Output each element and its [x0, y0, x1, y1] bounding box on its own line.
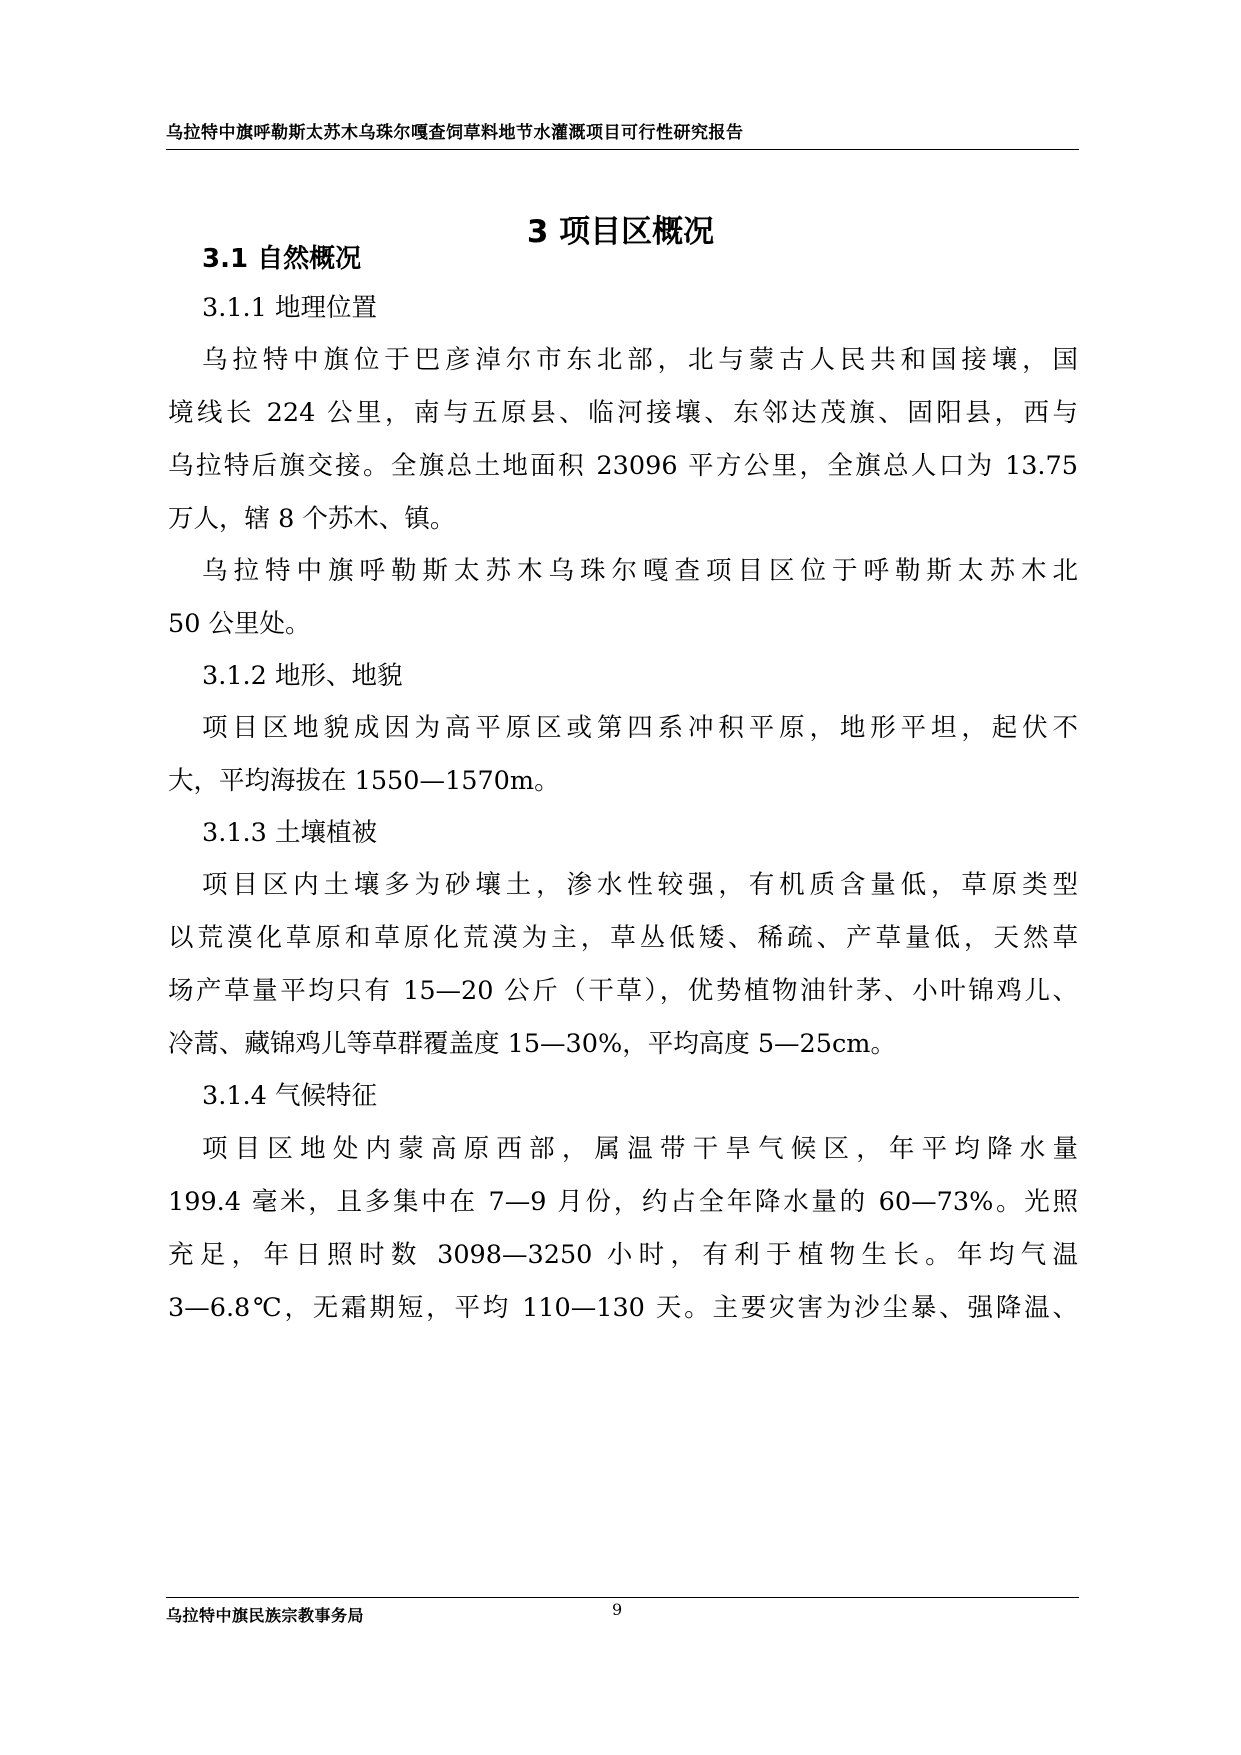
- paragraph-line: 以荒漠化草原和草原化荒漠为主，草丛低矮、稀疏、产草量低，天然草: [168, 923, 1078, 953]
- paragraph-line: 项目区地貌成因为高平原区或第四系冲积平原，地形平坦，起伏不: [202, 713, 1078, 743]
- footer-organization: 乌拉特中旗民族宗教事务局: [166, 1606, 365, 1625]
- footer-divider: [166, 1597, 1079, 1598]
- paragraph-line: 境线长 224 公里，南与五原县、临河接壤、东邻达茂旗、固阳县，西与: [168, 398, 1078, 428]
- subsection-heading-3-1-4: 3.1.4 气候特征: [202, 1081, 377, 1111]
- paragraph-line: 3—6.8℃，无霜期短，平均 110—130 天。主要灾害为沙尘暴、强降温、: [168, 1293, 1078, 1323]
- subsection-heading-3-1-3: 3.1.3 土壤植被: [202, 818, 377, 848]
- paragraph-line: 万人，辖 8 个苏木、镇。: [168, 504, 456, 534]
- paragraph-line: 项目区内土壤多为砂壤土，渗水性较强，有机质含量低，草原类型: [202, 870, 1078, 900]
- chapter-title: 3 项目区概况: [526, 214, 715, 250]
- page-number: 9: [612, 1600, 623, 1619]
- paragraph-line: 乌拉特后旗交接。全旗总土地面积 23096 平方公里，全旗总人口为 13.75: [168, 451, 1078, 481]
- paragraph-line: 场产草量平均只有 15—20 公斤（干草），优势植物油针茅、小叶锦鸡儿、: [168, 976, 1078, 1006]
- header-divider: [166, 149, 1079, 150]
- paragraph-line: 项目区地处内蒙高原西部，属温带干旱气候区，年平均降水量: [202, 1134, 1078, 1164]
- paragraph-line: 乌拉特中旗位于巴彦淖尔市东北部，北与蒙古人民共和国接壤，国: [202, 345, 1078, 375]
- running-header: 乌拉特中旗呼勒斯太苏木乌珠尔嘎查饲草料地节水灌溉项目可行性研究报告: [166, 123, 744, 143]
- paragraph-line: 199.4 毫米，且多集中在 7—9 月份，约占全年降水量的 60—73%。光照: [168, 1187, 1078, 1217]
- paragraph-line: 大，平均海拔在 1550—1570m。: [168, 766, 560, 796]
- paragraph-line: 充足，年日照时数 3098—3250 小时，有利于植物生长。年均气温: [168, 1240, 1078, 1270]
- subsection-heading-3-1-1: 3.1.1 地理位置: [202, 293, 377, 323]
- subsection-heading-3-1-2: 3.1.2 地形、地貌: [202, 661, 403, 691]
- paragraph-line: 冷蒿、藏锦鸡儿等草群覆盖度 15—30%，平均高度 5—25cm。: [168, 1029, 896, 1059]
- section-heading-3-1: 3.1 自然概况: [202, 244, 362, 274]
- paragraph-line: 乌拉特中旗呼勒斯太苏木乌珠尔嘎查项目区位于呼勒斯太苏木北: [202, 556, 1078, 586]
- paragraph-line: 50 公里处。: [168, 609, 311, 639]
